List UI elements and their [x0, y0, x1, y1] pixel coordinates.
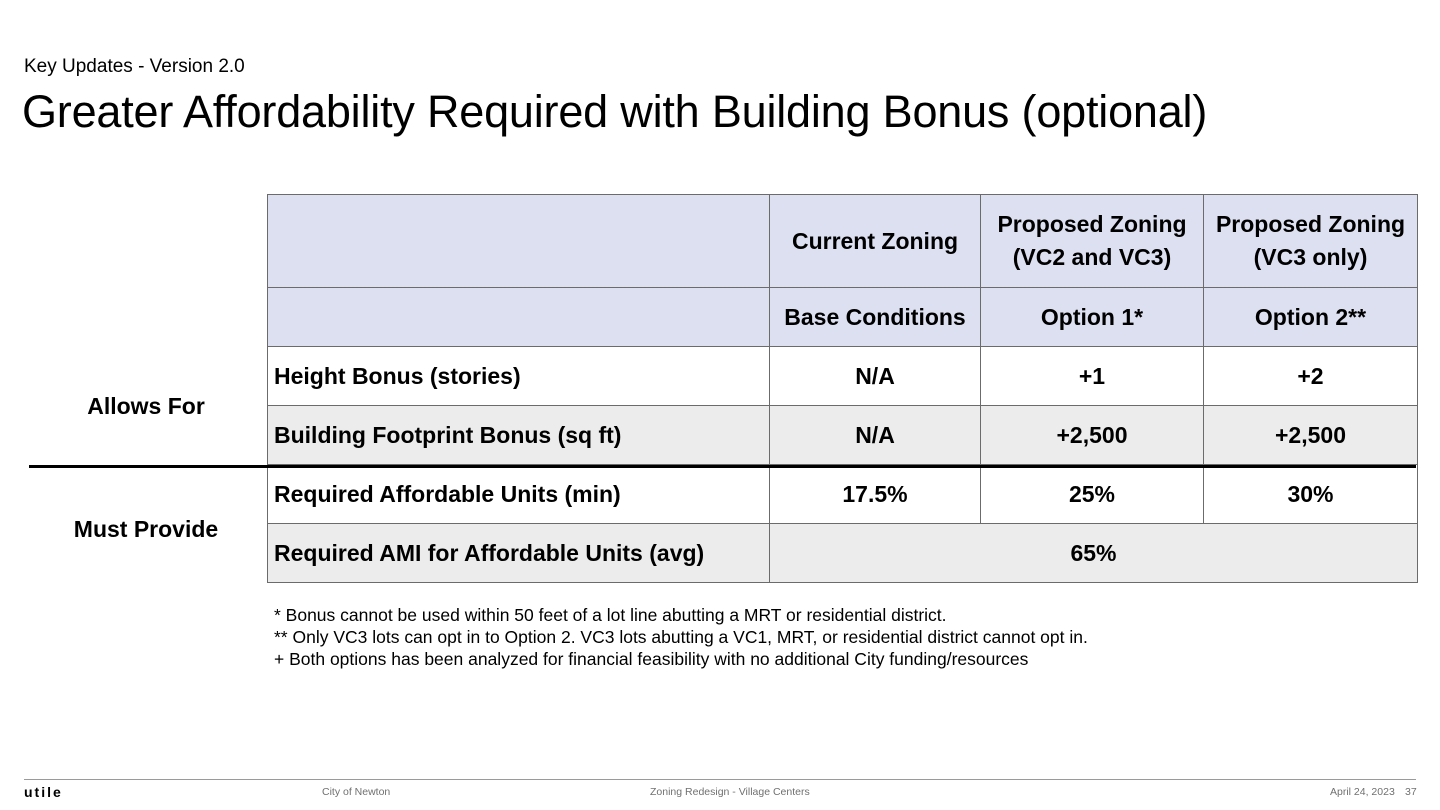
- row-label: Required AMI for Affordable Units (avg): [268, 524, 770, 583]
- table-cell: N/A: [770, 406, 981, 465]
- side-label-allows-for: Allows For: [87, 393, 205, 419]
- table-header-cell: Base Conditions: [770, 288, 981, 347]
- zoning-comparison-table: [267, 194, 1418, 583]
- table-header-cell: Proposed Zoning (VC3 only): [1204, 195, 1418, 288]
- table-subheader-row: [268, 288, 1418, 347]
- table-cell-merged: 65%: [770, 524, 1418, 583]
- footnote: + Both options has been analyzed for financial feasibility with no additional City funding/resources: [274, 649, 1029, 669]
- table-row: [268, 524, 1418, 583]
- table-cell: +2,500: [1204, 406, 1418, 465]
- table-header-cell: Current Zoning: [770, 195, 981, 288]
- footer-project: Zoning Redesign - Village Centers: [650, 786, 810, 798]
- table-cell: +1: [981, 347, 1204, 406]
- footer-divider: [24, 779, 1416, 780]
- side-label-must-provide: Must Provide: [73, 516, 219, 542]
- table-row: [268, 347, 1418, 406]
- row-label: Building Footprint Bonus (sq ft): [268, 406, 770, 465]
- page-number: 37: [1405, 786, 1417, 798]
- divider-line: [29, 465, 1416, 468]
- footer-date: April 24, 2023: [1330, 786, 1395, 798]
- table-header-cell: Proposed Zoning (VC2 and VC3): [981, 195, 1204, 288]
- footer-organization: City of Newton: [322, 786, 391, 798]
- table-header-row: [268, 195, 1418, 288]
- table-header-cell: Option 2**: [1204, 288, 1418, 347]
- table-row: [268, 406, 1418, 465]
- row-label: Required Affordable Units (min): [268, 465, 770, 524]
- table-cell: 30%: [1204, 465, 1418, 524]
- table-header-cell: [268, 288, 770, 347]
- table-cell: 17.5%: [770, 465, 981, 524]
- footnote: ** Only VC3 lots can opt in to Option 2. VC3 lots abutting a VC1, MRT, or residential district cannot opt in.: [274, 627, 1088, 647]
- footnote: * Bonus cannot be used within 50 feet of a lot line abutting a MRT or residential district.: [274, 605, 947, 625]
- logo: utile: [24, 784, 63, 800]
- page-title: Greater Affordability Required with Building Bonus (optional): [22, 86, 1208, 137]
- table-cell: 25%: [981, 465, 1204, 524]
- table-header-cell: Option 1*: [981, 288, 1204, 347]
- table-cell: +2: [1204, 347, 1418, 406]
- table-header-cell: [268, 195, 770, 288]
- row-label: Height Bonus (stories): [268, 347, 770, 406]
- footnotes: [274, 604, 1088, 670]
- table-row: [268, 465, 1418, 524]
- table-cell: N/A: [770, 347, 981, 406]
- kicker: Key Updates - Version 2.0: [24, 56, 245, 77]
- table-cell: +2,500: [981, 406, 1204, 465]
